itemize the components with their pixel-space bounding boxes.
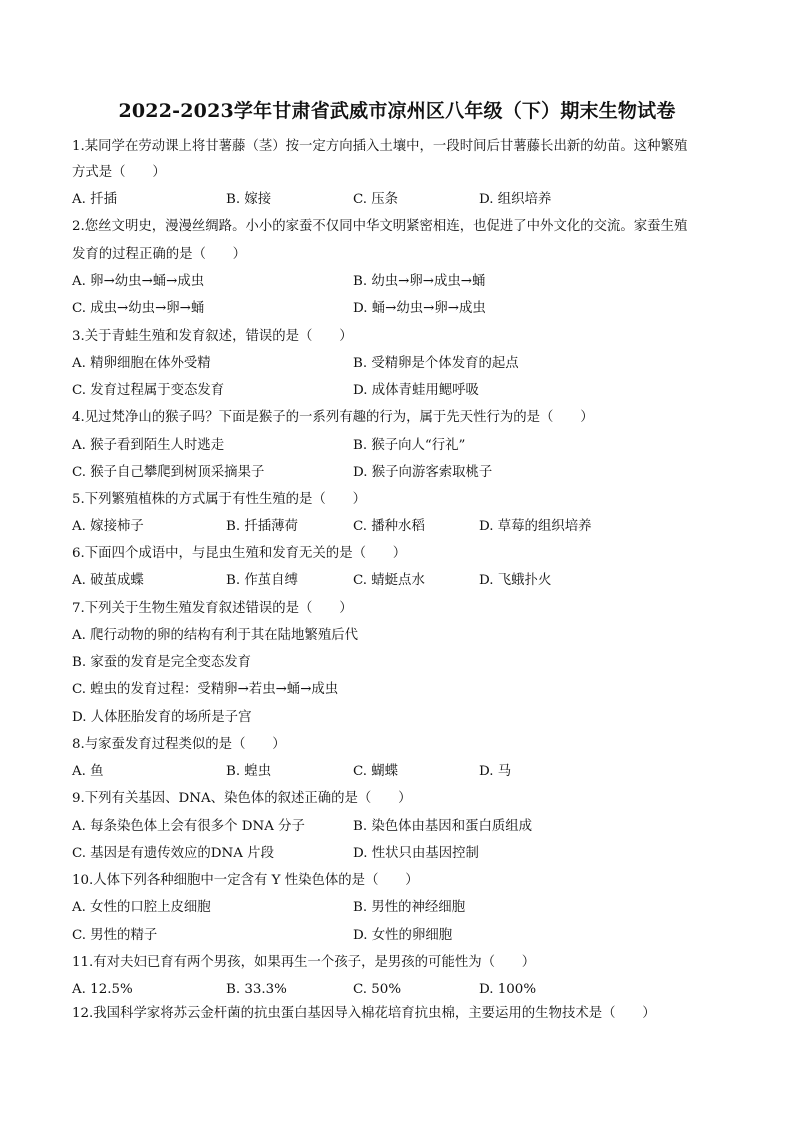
question-3-option-d: D. 成体青蛙用鳃呼吸	[353, 383, 479, 398]
question-4-option-d: D. 猴子向游客索取桃子	[353, 465, 493, 480]
question-9-option-c: C. 基因是有遗传效应的DNA 片段	[72, 846, 274, 861]
question-4-option-c: C. 猴子自己攀爬到树顶采摘果子	[72, 465, 265, 480]
question-8-option-d: D. 马	[479, 764, 512, 779]
question-8-option-a: A. 鱼	[72, 764, 104, 779]
question-12-stem: 12.我国科学家将苏云金杆菌的抗虫蛋白基因导入棉花培育抗虫棉，主要运用的生物技术是（ ）	[72, 1006, 656, 1021]
question-2-option-b: B. 幼虫→卵→成虫→蛹	[353, 274, 486, 289]
question-10-option-b: B. 男性的神经细胞	[353, 900, 466, 915]
question-7-option-b: B. 家蚕的发育是完全变态发育	[72, 655, 252, 670]
question-9-option-b: B. 染色体由基因和蛋白质组成	[353, 819, 533, 834]
question-2-option-d: D. 蛹→幼虫→卵→成虫	[353, 301, 486, 316]
question-1-option-b: B. 嫁接	[226, 192, 272, 207]
question-5-option-b: B. 扦插薄荷	[226, 519, 298, 534]
question-11-option-a: A. 12.5%	[72, 982, 133, 997]
question-9-option-d: D. 性状只由基因控制	[353, 846, 479, 861]
question-5-option-a: A. 嫁接柿子	[72, 519, 144, 534]
question-6-option-d: D. 飞蛾扑火	[479, 573, 552, 588]
question-3-option-c: C. 发育过程属于变态发育	[72, 383, 225, 398]
question-3-option-a: A. 精卵细胞在体外受精	[72, 356, 211, 371]
question-9-option-a: A. 每条染色体上会有很多个 DNA 分子	[72, 819, 305, 834]
question-1-stem-line-1: 1.某同学在劳动课上将甘薯藤（茎）按一定方向插入土壤中，一段时间后甘薯藤长出新的幼苗。这种繁殖	[72, 139, 688, 154]
question-2-stem-line-1: 2.您丝文明史，漫漫丝绸路。小小的家蚕不仅同中华文明紧密相连，也促进了中外文化的交流。家蚕生殖	[72, 219, 688, 234]
question-6-stem: 6.下面四个成语中，与昆虫生殖和发育无关的是（ ）	[72, 546, 407, 561]
question-1-option-a: A. 扦插	[72, 192, 117, 207]
question-4-option-b: B. 猴子向人“行礼”	[353, 438, 466, 453]
question-1-stem-line-2: 方式是（ ）	[72, 165, 166, 180]
question-6-option-c: C. 蜻蜓点水	[353, 573, 425, 588]
question-8-stem: 8.与家蚕发育过程类似的是（ ）	[72, 737, 286, 752]
page-title: 2022-2023学年甘肃省武威市凉州区八年级（下）期末生物试卷	[118, 100, 676, 122]
question-4-stem: 4.见过梵净山的猴子吗？下面是猴子的一系列有趣的行为，属于先天性行为的是（ ）	[72, 410, 594, 425]
question-7-option-d: D. 人体胚胎发育的场所是子宫	[72, 710, 252, 725]
question-6-option-a: A. 破茧成蝶	[72, 573, 144, 588]
question-11-stem: 11.有对夫妇已育有两个男孩，如果再生一个孩子，是男孩的可能性为（ ）	[72, 955, 536, 970]
question-6-option-b: B. 作茧自缚	[226, 573, 298, 588]
question-10-option-d: D. 女性的卵细胞	[353, 928, 453, 943]
question-11-option-d: D. 100%	[479, 982, 537, 997]
question-7-option-a: A. 爬行动物的卵的结构有利于其在陆地繁殖后代	[72, 628, 358, 643]
question-3-option-b: B. 受精卵是个体发育的起点	[353, 356, 519, 371]
question-8-option-b: B. 蝗虫	[226, 764, 272, 779]
question-10-option-a: A. 女性的口腔上皮细胞	[72, 900, 211, 915]
question-11-option-b: B. 33.3%	[226, 982, 287, 997]
question-2-option-a: A. 卵→幼虫→蛹→成虫	[72, 274, 205, 289]
question-4-option-a: A. 猴子看到陌生人时逃走	[72, 438, 225, 453]
question-2-option-c: C. 成虫→幼虫→卵→蛹	[72, 301, 205, 316]
question-8-option-c: C. 蝴蝶	[353, 764, 399, 779]
question-5-option-c: C. 播种水稻	[353, 519, 425, 534]
question-1-option-c: C. 压条	[353, 192, 399, 207]
question-5-option-d: D. 草莓的组织培养	[479, 519, 592, 534]
question-9-stem: 9.下列有关基因、DNA、染色体的叙述正确的是（ ）	[72, 791, 412, 806]
question-10-stem: 10.人体下列各种细胞中一定含有 Y 性染色体的是（ ）	[72, 873, 419, 888]
question-10-option-c: C. 男性的精子	[72, 928, 158, 943]
question-11-option-c: C. 50%	[353, 982, 402, 997]
question-7-stem: 7.下列关于生物生殖发育叙述错误的是（ ）	[72, 601, 353, 616]
question-1-option-d: D. 组织培养	[479, 192, 552, 207]
question-7-option-c: C. 蝗虫的发育过程：受精卵→若虫→蛹→成虫	[72, 682, 339, 697]
question-5-stem: 5.下列繁殖植株的方式属于有性生殖的是（ ）	[72, 492, 366, 507]
question-3-stem: 3.关于青蛙生殖和发育叙述，错误的是（ ）	[72, 329, 353, 344]
question-2-stem-line-2: 发育的过程正确的是（ ）	[72, 247, 247, 262]
